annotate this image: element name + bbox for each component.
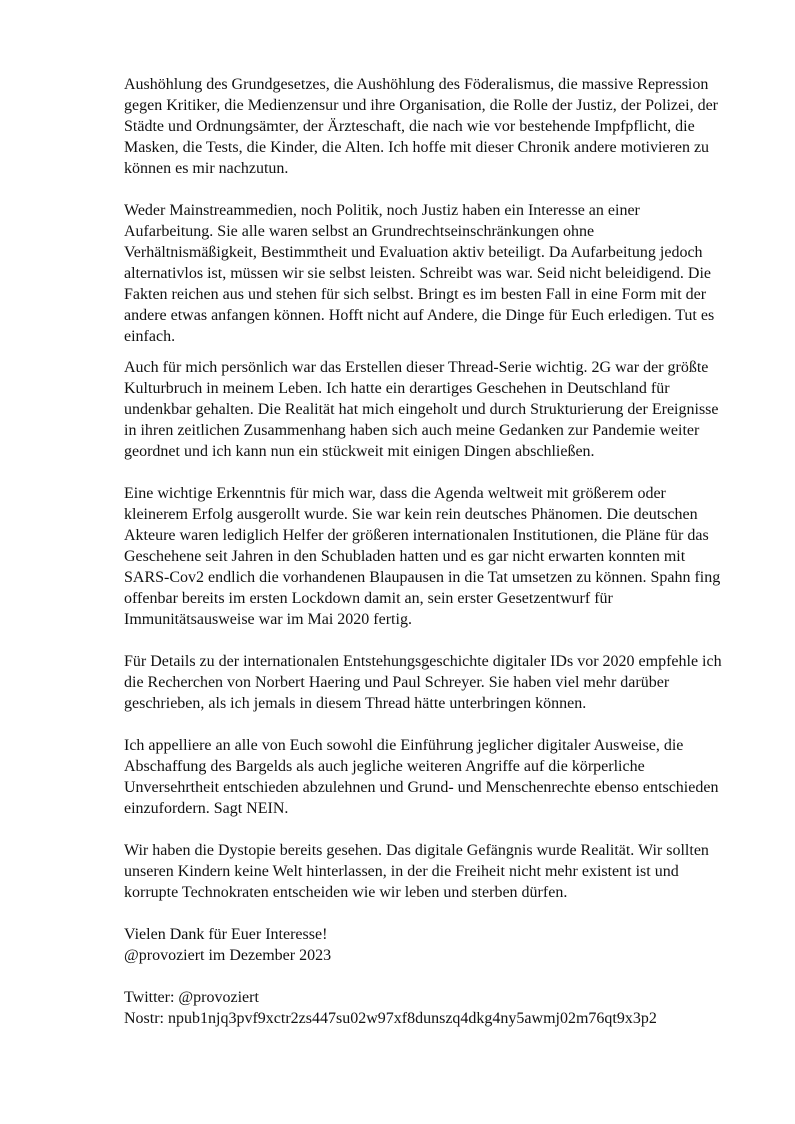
contact-twitter: Twitter: @provoziert bbox=[124, 989, 259, 1006]
contact-block bbox=[124, 987, 724, 1029]
contact-nostr: Nostr: npub1njq3pvf9xctr2zs447su02w97xf8dunszq4dkg4ny5awmj02m76qt9x3p2 bbox=[124, 1010, 657, 1027]
closing-block bbox=[124, 924, 724, 966]
paragraph-digital-ids: Für Details zu der internationalen Entstehungsgeschichte digitaler IDs vor 2020 empfehle ich die Recherchen von Norbert Haering und Paul Schreyer. Sie haben viel mehr darüber geschrieben, als ich jemals in diesem Thread hätte unterbringen können. bbox=[124, 653, 722, 712]
paragraph-agenda: Eine wichtige Erkenntnis für mich war, dass die Agenda weltweit mit größerem oder kleinerem Erfolg ausgerollt wurde. Sie war kein rein deutsches Phänomen. Die deutschen Akteure waren lediglich Helfer der größeren internationalen Institutionen, die Pläne für das Geschehene seit Jahren in den Schubladen hatten und es gar nicht erwarten konnten mit SARS-Cov2 endlich die vorhandenen Blaupausen in die Tat umsetzen zu können. Spahn fing offenbar bereits im ersten Lockdown damit an, sein erster Gesetzentwurf für Immunitätsausweise war im Mai 2020 fertig. bbox=[124, 485, 721, 628]
paragraph-aufarbeitung: Weder Mainstreammedien, noch Politik, noch Justiz haben ein Interesse an einer Aufarbeitung. Sie alle waren selbst an Grundrechtseinschränkungen ohne Verhältnismäßigkeit, Bestimmtheit und Evaluation aktiv beteiligt. Da Aufarbeitung jedoch alternativlos ist, müssen wir sie selbst leisten. Schreibt was war. Seid nicht beleidigend. Die Fakten reichen aus und stehen für sich selbst. Bringt es im besten Fall in eine Form mit der andere etwas anfangen können. Hofft nicht auf Andere, die Dinge für Euch erledigen. Tut es einfach. bbox=[124, 202, 715, 345]
closing-signature: @provoziert im Dezember 2023 bbox=[124, 947, 332, 964]
closing-thanks: Vielen Dank für Euer Interesse! bbox=[124, 926, 328, 943]
paragraph-dystopia: Wir haben die Dystopie bereits gesehen. Das digitale Gefängnis wurde Realität. Wir sollten unseren Kindern keine Welt hinterlassen, in der die Freiheit nicht mehr existent ist und korrupte Technokraten entscheiden wie wir leben und sterben dürfen. bbox=[124, 842, 709, 901]
document-page bbox=[124, 74, 724, 1029]
paragraph-appeal: Ich appelliere an alle von Euch sowohl die Einführung jeglicher digitaler Ausweise, die Abschaffung des Bargelds als auch jegliche weiteren Angriffe auf die körperliche Unversehrtheit entschieden abzulehnen und Grund- und Menschenrechte ebenso entschieden einzufordern. Sagt NEIN. bbox=[124, 737, 719, 817]
paragraph-personal: Auch für mich persönlich war das Erstellen dieser Thread-Serie wichtig. 2G war der größte Kulturbruch in meinem Leben. Ich hatte ein derartiges Geschehen in Deutschland für undenkbar gehalten. Die Realität hat mich eingeholt und durch Strukturierung der Ereignisse in ihren zeitlichen Zusammenhang haben sich auch meine Gedanken zur Pandemie weiter geordnet und ich kann nun ein stückweit mit einigen Dingen abschließen. bbox=[124, 359, 719, 460]
paragraph-intro: Aushöhlung des Grundgesetzes, die Aushöhlung des Föderalismus, die massive Repression gegen Kritiker, die Medienzensur und ihre Organisation, die Rolle der Justiz, der Polizei, der Städte und Ordnungsämter, der Ärzteschaft, die nach wie vor bestehende Impfpflicht, die Masken, die Tests, die Kinder, die Alten. Ich hoffe mit dieser Chronik andere motivieren zu können es mir nachzutun. bbox=[124, 76, 719, 177]
